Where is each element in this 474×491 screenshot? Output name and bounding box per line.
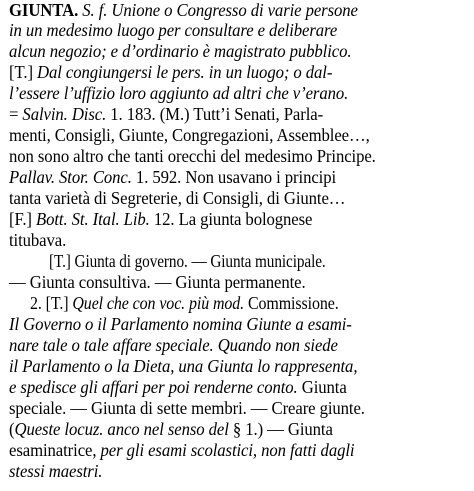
- definition-text: S. f. Unione o Congresso di varie persone: [82, 0, 358, 20]
- entry-line-7: menti, Consigli, Giunte, Congregazioni, Assemblee…,: [9, 125, 370, 145]
- entry-line-10: tanta varietà di Segreterie, di Consigli, di Giunte…: [9, 188, 346, 208]
- citation-source: Salvin. Disc.: [22, 104, 107, 124]
- entry-line-11: [F.] Bott. St. Ital. Lib. 12. La giunta bolognese: [9, 209, 313, 229]
- entry-line-22: esaminatrice, per gli esami scolastici, non fatti dagli: [9, 440, 355, 460]
- entry-line-19: e spedisce gli affari per poi renderne conto. Giunta: [9, 377, 347, 397]
- entry-line-4: [T.] Dal congiungersi le pers. in un luogo; o dal-: [9, 62, 333, 82]
- entry-line-5: l’essere l’uffizio loro aggiunto ad altri che v’erano.: [9, 83, 349, 103]
- entry-line-17: nare tale o tale affare speciale. Quando non siede: [9, 335, 338, 355]
- entry-line-3: alcun negozio; e d’ordinario è magistrato pubblico.: [9, 41, 352, 61]
- entry-line-12: titubava.: [9, 230, 67, 250]
- entry-line-9: Pallav. Stor. Conc. 1. 592. Non usavano i principi: [9, 167, 337, 187]
- entry-line-14: — Giunta consultiva. — Giunta permanente.: [9, 272, 306, 292]
- entry-line-1: [9, 0, 462, 20]
- entry-line-13: [T.] Giunta di governo. — Giunta municipale.: [49, 251, 326, 271]
- citation-source: Bott. St. Ital. Lib.: [35, 209, 150, 229]
- entry-line-21: (Queste locuz. anco nel senso del § 1.) — Giunta: [9, 419, 333, 439]
- citation-source: Pallav. Stor. Conc.: [9, 167, 132, 187]
- entry-line-2: in un medesimo luogo per consultare e deliberare: [9, 20, 338, 40]
- entry-line-6: = Salvin. Disc. 1. 183. (M.) Tutt’i Senati, Parla-: [9, 104, 324, 124]
- entry-line-23: stessi maestri.: [9, 461, 103, 481]
- entry-line-20: speciale. — Giunta di sette membri. — Creare giunte.: [9, 398, 365, 418]
- entry-line-8: non sono altro che tanti orecchi del medesimo Principe.: [9, 146, 376, 166]
- sense-number: 2. [T.]: [30, 293, 73, 313]
- entry-line-15: 2. [T.] Quel che con voc. più mod. Commissione.: [30, 293, 339, 313]
- section-mark: [F.]: [9, 209, 36, 229]
- section-mark: [T.]: [9, 62, 37, 82]
- headword: GIUNTA.: [9, 0, 79, 20]
- entry-line-16: Il Governo o il Parlamento nomina Giunte a esami-: [9, 314, 352, 334]
- entry-line-18: il Parlamento o la Dieta, una Giunta lo rappresenta,: [9, 356, 358, 376]
